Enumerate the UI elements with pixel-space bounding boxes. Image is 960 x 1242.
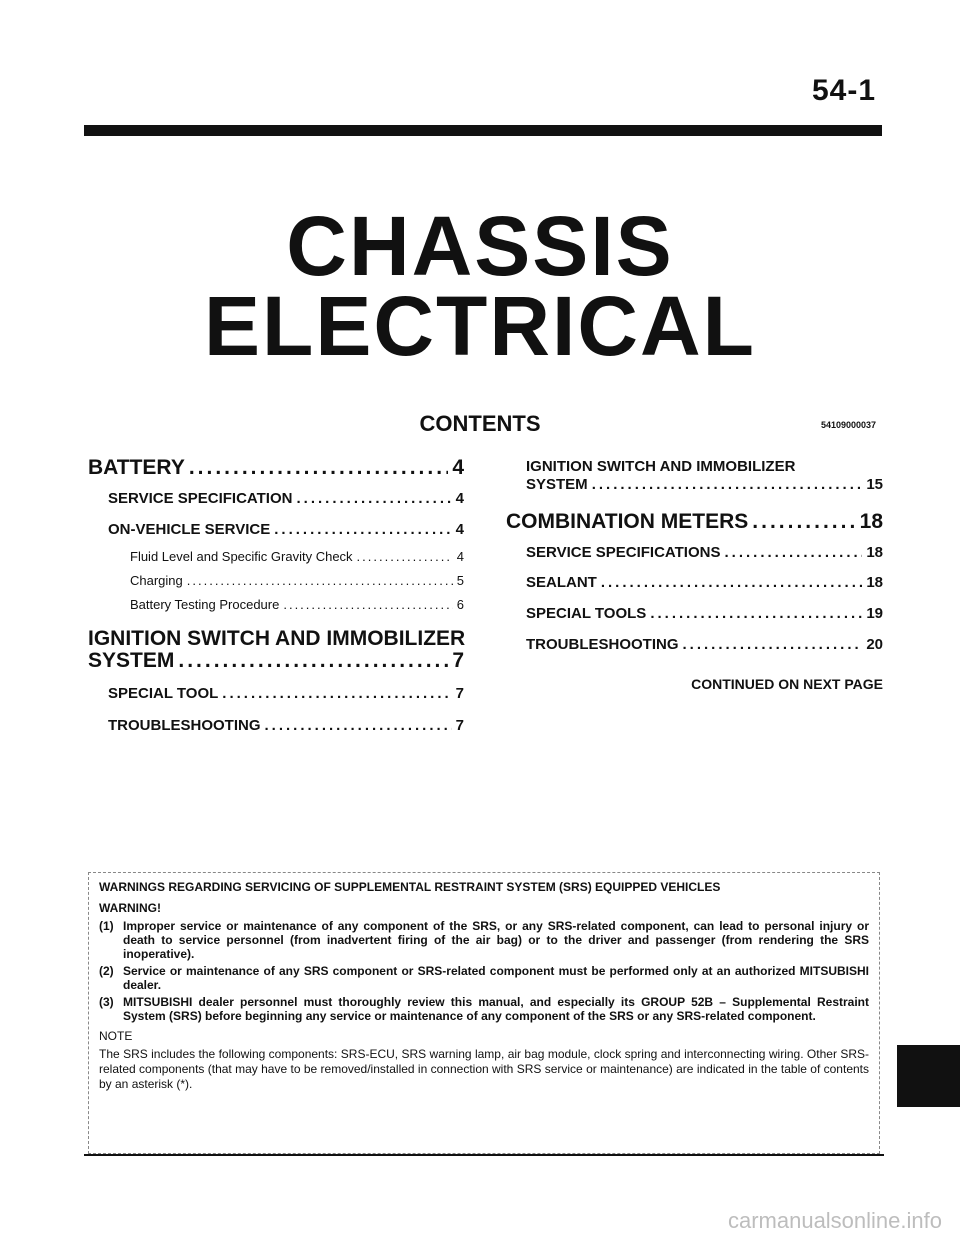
header-rule: [84, 125, 882, 136]
toc-entry-service-specification[interactable]: SERVICE SPECIFICATION ..... 4: [108, 490, 464, 507]
warning-list: [99, 919, 869, 1023]
toc-entry-ignition-switch-right[interactable]: IGNITION SWITCH AND IMMOBILIZER SYSTEM ..... 15: [526, 458, 883, 493]
toc-entry-fluid-level-check[interactable]: Fluid Level and Specific Gravity Check ..... 4: [130, 549, 464, 564]
toc-entry-ignition-switch-left[interactable]: IGNITION SWITCH AND IMMOBILIZER SYSTEM ..... 7: [88, 627, 464, 673]
toc-entry-on-vehicle-service[interactable]: ON-VEHICLE SERVICE ..... 4: [108, 521, 464, 538]
watermark-text: carmanualsonline.info: [727, 1208, 942, 1233]
toc-entry-special-tool[interactable]: SPECIAL TOOL ..... 7: [108, 685, 464, 702]
note-heading: NOTE: [99, 1029, 133, 1043]
toc-entry-sealant[interactable]: SEALANT ..... 18: [526, 574, 883, 591]
toc-entry-charging[interactable]: Charging ..... 5: [130, 573, 464, 588]
toc-entry-battery-testing[interactable]: Battery Testing Procedure ..... 6: [130, 597, 464, 612]
continued-note: CONTINUED ON NEXT PAGE: [691, 676, 883, 692]
warning-subheading: WARNING!: [99, 901, 161, 915]
warning-item: (1) Improper service or maintenance of any component of the SRS, or any SRS-related component, can lead to personal injury or death to service personnel (from inadvertent firing of the air bag) or to the driver and passenger (from rendering the SRS inoperative).: [99, 919, 869, 961]
toc-entry-combination-meters[interactable]: COMBINATION METERS ..... 18: [506, 510, 883, 534]
contents-code: 54109000037: [820, 420, 876, 430]
toc-entry-troubleshooting-left[interactable]: TROUBLESHOOTING ..... 7: [108, 717, 464, 734]
toc-entry-troubleshooting-right[interactable]: TROUBLESHOOTING ..... 20: [526, 636, 883, 653]
toc-entry-special-tools[interactable]: SPECIAL TOOLS ..... 19: [526, 605, 883, 622]
warning-item: (2) Service or maintenance of any SRS component or SRS-related component must be performed only at an authorized MITSUBISHI dealer.: [99, 964, 869, 992]
warning-item: (3) MITSUBISHI dealer personnel must thoroughly review this manual, and especially its GROUP 52B – Supplemental Restraint System (SRS) before beginning any service or maintenance of any component of the SRS or any SRS-related component.: [99, 995, 869, 1023]
page-number: 54-1: [811, 74, 876, 107]
warning-heading: WARNINGS REGARDING SERVICING OF SUPPLEMENTAL RESTRAINT SYSTEM (SRS) EQUIPPED VEHICLES: [99, 880, 721, 894]
title-line-2: ELECTRICAL: [204, 279, 756, 373]
srs-warning-box: [88, 872, 880, 1154]
toc-entry-service-specifications[interactable]: SERVICE SPECIFICATIONS ..... 18: [526, 544, 883, 561]
title-line-1: CHASSIS: [286, 199, 674, 293]
note-text: The SRS includes the following components: SRS-ECU, SRS warning lamp, air bag module, clock spring and interconnecting wiring. Other SRS-related components (that may have to be removed/installed in connection with SRS service or maintenance) are indicated in the table of contents by an asterisk (*).: [99, 1047, 869, 1091]
footer-rule: [84, 1154, 884, 1156]
section-tab-marker: [897, 1045, 960, 1107]
contents-heading: CONTENTS: [419, 411, 541, 436]
toc-entry-battery[interactable]: BATTERY ..... 4: [88, 456, 464, 480]
